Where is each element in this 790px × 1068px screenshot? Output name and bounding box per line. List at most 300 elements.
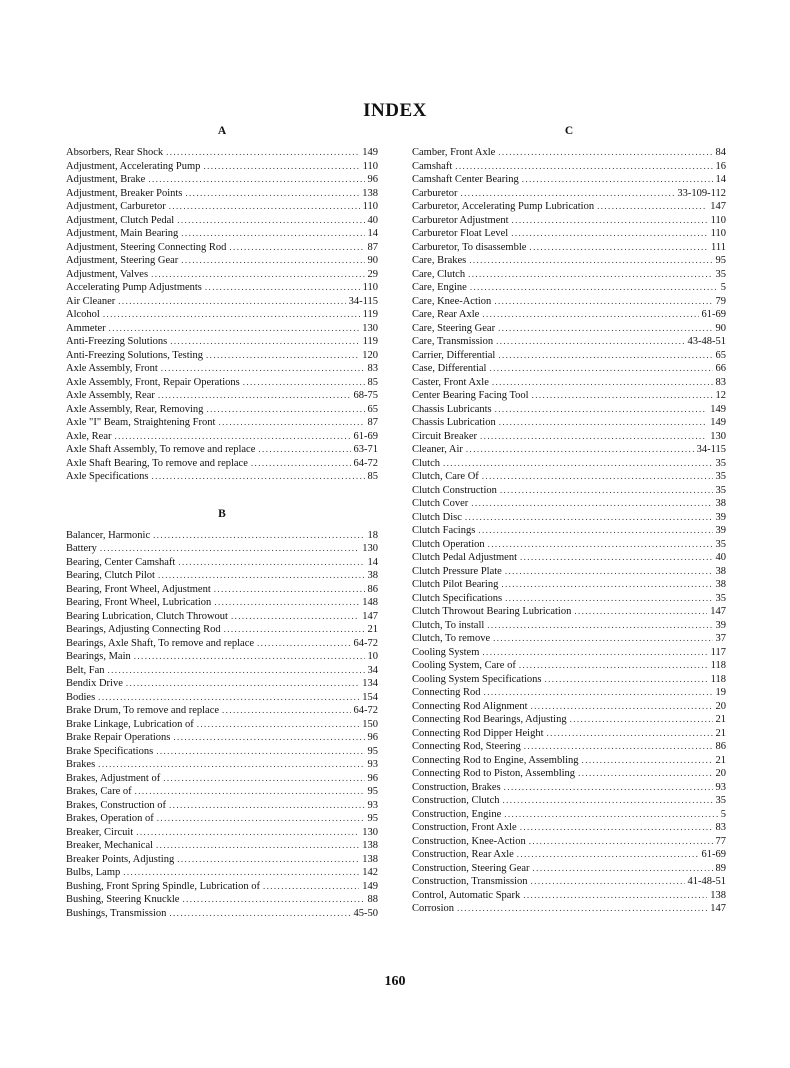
index-entry (66, 596, 378, 610)
dot-leader (578, 767, 712, 781)
dot-leader (123, 866, 359, 880)
dot-leader (152, 470, 365, 484)
index-entry (66, 866, 378, 880)
dot-leader (529, 241, 708, 255)
index-entry (66, 583, 378, 597)
index-entry-page: 87 (367, 241, 378, 253)
index-entry-page: 118 (710, 673, 726, 685)
index-entry (66, 254, 378, 268)
index-entry-label: Construction, Steering Gear (412, 862, 530, 874)
section-letter-b: B (218, 507, 226, 520)
dot-leader (98, 758, 364, 772)
index-entry (412, 646, 726, 660)
dot-leader (529, 835, 713, 849)
index-entry-page: 110 (362, 201, 378, 212)
index-entry-page: 110 (710, 228, 726, 239)
index-entry-page: 18 (367, 529, 378, 541)
index-entry-page: 83 (715, 376, 726, 388)
index-entry-page: 148 (362, 597, 378, 608)
index-entry-page: 138 (362, 853, 378, 865)
index-entry (66, 268, 378, 282)
index-entry-label: Breaker, Circuit (66, 826, 134, 838)
index-entry-page: 150 (362, 718, 378, 730)
index-entry-page: 21 (367, 624, 378, 635)
index-entry (412, 511, 726, 525)
index-entry (412, 254, 726, 268)
index-entry-page: 147 (710, 903, 726, 914)
index-entry-label: Construction, Brakes (412, 781, 501, 793)
index-entry (66, 430, 378, 444)
index-entry-label: Adjustment, Brake (66, 174, 146, 185)
dot-leader (494, 295, 712, 309)
index-entry-page: 138 (362, 187, 378, 199)
index-entry (66, 637, 378, 651)
dot-leader (203, 160, 359, 174)
dot-leader (181, 254, 364, 268)
index-entry-page: 95 (367, 813, 378, 824)
index-entry-label: Battery (66, 543, 97, 554)
left-column (66, 124, 378, 920)
index-entry-label: Carburetor, Accelerating Pump Lubrication (412, 201, 595, 212)
dot-leader (156, 839, 359, 853)
index-entry (412, 241, 726, 255)
index-entry-label: Care, Steering Gear (412, 322, 496, 334)
index-entry (412, 349, 726, 363)
index-entry-label: Anti-Freezing Solutions, Testing (66, 349, 204, 361)
index-entry (412, 281, 726, 295)
index-entry-page: 120 (362, 349, 378, 361)
index-entry-label: Care, Transmission (412, 336, 494, 347)
dot-leader (489, 362, 712, 376)
index-entry-page: 35 (715, 268, 726, 280)
index-entry-page: 14 (367, 556, 378, 568)
dot-leader (547, 727, 713, 741)
index-entry-page: 110 (710, 214, 726, 226)
index-entry-page: 21 (715, 714, 726, 725)
dot-leader (597, 200, 707, 214)
index-entry-label: Brake Specifications (66, 745, 154, 757)
dot-leader (443, 457, 713, 471)
index-entry (412, 430, 726, 444)
index-entry (66, 718, 378, 732)
dot-leader (495, 403, 708, 417)
index-entry-page: 20 (715, 768, 726, 779)
index-entry-page: 119 (362, 336, 378, 347)
dot-leader (98, 691, 359, 705)
index-entry (66, 349, 378, 363)
index-entry (412, 889, 726, 903)
index-entry (412, 632, 726, 646)
dot-leader (504, 781, 713, 795)
index-entry (66, 403, 378, 417)
dot-leader (231, 610, 359, 624)
index-entry-page: 43-48-51 (687, 336, 726, 347)
index-entry-page: 45-50 (353, 907, 378, 919)
index-entry (412, 902, 726, 916)
index-entry-label: Adjustment, Steering Connecting Rod (66, 241, 227, 253)
index-entry (412, 794, 726, 808)
index-entry-label: Brake Drum, To remove and replace (66, 705, 220, 716)
index-entry-label: Bearings, Main (66, 651, 131, 662)
index-entry-label: Breaker Points, Adjusting (66, 853, 175, 865)
index-entry (66, 187, 378, 201)
dot-leader (158, 389, 351, 403)
index-entry-page: 35 (715, 457, 726, 469)
index-entry-page: 37 (715, 633, 726, 644)
index-entry (66, 389, 378, 403)
index-entry (66, 556, 378, 570)
index-entry-label: Axle Assembly, Front (66, 363, 158, 374)
index-entry-label: Construction, Clutch (412, 795, 500, 806)
index-entry-label: Connecting Rod to Engine, Assembling (412, 754, 579, 766)
index-entry (66, 335, 378, 349)
index-entry-label: Axle Shaft Assembly, To remove and replace (66, 444, 256, 455)
index-entry-label: Adjustment, Accelerating Pump (66, 160, 201, 172)
index-entry (66, 839, 378, 853)
index-entry (412, 457, 726, 471)
section-letter-c: C (564, 125, 574, 137)
index-entry-label: Axle Assembly, Front, Repair Operations (66, 376, 240, 388)
index-entry-label: Bulbs, Lamp (66, 867, 121, 878)
index-title: INDEX (363, 100, 427, 121)
dot-leader (460, 187, 674, 201)
dot-leader (531, 875, 685, 889)
index-entry (66, 610, 378, 624)
dot-leader (181, 227, 364, 241)
dot-leader (114, 430, 350, 444)
dot-leader (214, 596, 359, 610)
dot-leader (118, 295, 345, 309)
dot-leader (501, 578, 712, 592)
dot-leader (170, 335, 359, 349)
dot-leader (263, 880, 359, 894)
index-entry-page: 40 (367, 214, 378, 226)
index-entry (412, 700, 726, 714)
index-entry-label: Adjustment, Clutch Pedal (66, 214, 175, 226)
index-entry-page: 93 (367, 759, 378, 770)
index-entry-label: Corrosion (412, 903, 454, 914)
index-entry-label: Clutch Throwout Bearing Lubrication (412, 606, 572, 617)
dot-leader (169, 799, 364, 813)
index-entry-page: 21 (715, 727, 726, 739)
dot-leader (503, 794, 713, 808)
index-entry-label: Cleaner, Air (412, 444, 463, 455)
index-entry-page: 110 (362, 160, 378, 172)
index-entry (412, 470, 726, 484)
index-entry-page: 87 (367, 417, 378, 428)
index-entry-page: 149 (710, 403, 726, 415)
dot-leader (163, 772, 364, 786)
dot-leader (251, 457, 351, 471)
index-entry-label: Caster, Front Axle (412, 376, 489, 388)
index-entry-label: Axle Assembly, Rear, Removing (66, 403, 204, 415)
index-entry-page: 33-109-112 (677, 187, 726, 199)
index-entry (66, 241, 378, 255)
index-entry-label: Carburetor (412, 187, 458, 199)
dot-leader (457, 902, 707, 916)
dot-leader (466, 443, 694, 457)
dot-leader (511, 227, 707, 241)
index-entry-page: 149 (362, 880, 378, 892)
index-entry-label: Balancer, Harmonic (66, 529, 151, 541)
dot-leader (135, 785, 365, 799)
dot-leader (488, 538, 713, 552)
index-entry-label: Brakes (66, 759, 96, 770)
index-entry-page: 88 (367, 894, 378, 905)
index-entry-page: 12 (715, 390, 726, 401)
index-entry-label: Care, Knee-Action (412, 295, 492, 307)
dot-leader (482, 308, 698, 322)
index-entry-label: Construction, Knee-Action (412, 835, 526, 847)
index-entry-page: 38 (367, 570, 378, 581)
dot-leader (574, 605, 707, 619)
index-entry (412, 740, 726, 754)
index-entry (412, 862, 726, 876)
section-a-entries (66, 146, 378, 484)
dot-leader (522, 173, 713, 187)
index-entry-page: 21 (715, 754, 726, 766)
index-entry-label: Clutch Pilot Bearing (412, 579, 499, 590)
index-entry (66, 362, 378, 376)
index-entry (412, 497, 726, 511)
index-entry-label: Chassis Lubrication (412, 417, 496, 428)
index-entry-page: 142 (362, 867, 378, 878)
index-entry-page: 93 (715, 781, 726, 793)
dot-leader (512, 214, 708, 228)
index-entry-label: Center Bearing Facing Tool (412, 390, 529, 401)
index-entry (412, 173, 726, 187)
dot-leader (108, 664, 365, 678)
index-entry (66, 785, 378, 799)
index-entry-label: Clutch, To install (412, 619, 485, 631)
index-entry-label: Alcohol (66, 309, 100, 320)
index-entry-label: Clutch Specifications (412, 592, 503, 604)
index-entry-page: 147 (362, 610, 378, 622)
index-entry-page: 147 (710, 606, 726, 617)
index-entry (66, 376, 378, 390)
dot-leader (157, 812, 365, 826)
dot-leader (109, 322, 360, 336)
index-entry-page: 96 (367, 732, 378, 743)
index-entry-page: 14 (715, 174, 726, 185)
index-entry-label: Carburetor Adjustment (412, 214, 509, 226)
right-column (412, 124, 726, 916)
index-entry-label: Brakes, Adjustment of (66, 772, 161, 784)
index-entry-page: 118 (710, 660, 726, 671)
index-entry (66, 677, 378, 691)
index-entry (412, 619, 726, 633)
index-entry-page: 29 (367, 268, 378, 280)
dot-leader (482, 646, 707, 660)
index-entry (412, 767, 726, 781)
index-entry (66, 826, 378, 840)
index-entry (412, 659, 726, 673)
index-entry (412, 335, 726, 349)
dot-leader (182, 893, 364, 907)
index-entry-page: 95 (715, 255, 726, 266)
dot-leader (100, 542, 359, 556)
index-entry (412, 551, 726, 565)
index-entry-label: Clutch Pedal Adjustment (412, 552, 517, 563)
index-entry-page: 110 (362, 282, 378, 293)
index-entry (412, 727, 726, 741)
index-entry-page: 61-69 (353, 430, 378, 442)
index-entry-label: Bearing, Center Camshaft (66, 556, 176, 568)
index-entry-label: Absorbers, Rear Shock (66, 147, 164, 158)
index-entry-page: 149 (710, 417, 726, 428)
index-entry-label: Axle "I" Beam, Straightening Front (66, 417, 216, 428)
index-entry-page: 35 (715, 484, 726, 496)
index-entry-label: Construction, Transmission (412, 876, 528, 887)
index-entry-label: Connecting Rod Bearings, Adjusting (412, 714, 567, 725)
index-entry-label: Cooling System (412, 646, 480, 658)
dot-leader (478, 524, 712, 538)
dot-leader (498, 349, 712, 363)
index-entry-label: Cooling System, Care of (412, 660, 516, 671)
dot-leader (126, 677, 359, 691)
page-number: 160 (384, 974, 406, 989)
dot-leader (482, 470, 713, 484)
index-entry-label: Camber, Front Axle (412, 147, 496, 158)
index-entry (66, 457, 378, 471)
section-b-entries (66, 529, 378, 921)
dot-leader (257, 637, 350, 651)
index-entry (412, 578, 726, 592)
index-entry (412, 592, 726, 606)
index-entry-label: Bearing, Front Wheel, Lubrication (66, 597, 212, 608)
index-entry-label: Construction, Front Axle (412, 822, 517, 833)
index-entry (412, 835, 726, 849)
index-entry-page: 83 (715, 822, 726, 833)
dot-leader (531, 700, 713, 714)
dot-leader (505, 565, 713, 579)
index-entry-label: Brakes, Construction of (66, 799, 167, 811)
index-entry-page: 39 (715, 511, 726, 523)
index-entry-label: Construction, Engine (412, 808, 502, 820)
index-entry (412, 295, 726, 309)
index-entry-page: 20 (715, 700, 726, 712)
dot-leader (498, 146, 712, 160)
index-entry-page: 38 (715, 498, 726, 509)
index-entry-label: Clutch, To remove (412, 633, 491, 644)
dot-leader (465, 511, 713, 525)
index-entry-label: Brakes, Operation of (66, 813, 154, 824)
index-entry-page: 39 (715, 525, 726, 536)
index-entry-page: 147 (710, 201, 726, 212)
index-entry-page: 154 (362, 691, 378, 703)
index-entry-label: Adjustment, Steering Gear (66, 255, 179, 266)
dot-leader (103, 308, 360, 322)
index-entry-label: Adjustment, Main Bearing (66, 228, 179, 239)
index-entry-label: Control, Automatic Spark (412, 889, 521, 901)
dot-leader (134, 650, 365, 664)
index-entry-page: 16 (715, 160, 726, 172)
dot-leader (258, 443, 350, 457)
index-entry-label: Connecting Rod, Steering (412, 741, 521, 752)
index-entry-page: 149 (362, 147, 378, 158)
index-entry-page: 95 (367, 786, 378, 797)
index-entry (66, 470, 378, 484)
dot-leader (500, 484, 713, 498)
index-entry-label: Clutch Cover (412, 498, 469, 509)
index-entry-page: 64-72 (353, 457, 378, 469)
index-entry (66, 853, 378, 867)
index-entry-page: 19 (715, 687, 726, 698)
index-entry-page: 64-72 (353, 637, 378, 649)
index-entry-page: 34-115 (348, 295, 378, 307)
index-entry (412, 875, 726, 889)
index-entry-label: Ammeter (66, 322, 106, 334)
dot-leader (519, 659, 708, 673)
index-entry-page: 85 (367, 376, 378, 388)
index-entry-label: Clutch Facings (412, 525, 476, 536)
index-entry-page: 40 (715, 552, 726, 563)
index-entry (66, 772, 378, 786)
index-entry (412, 686, 726, 700)
dot-leader (504, 808, 718, 822)
dot-leader (177, 214, 364, 228)
index-entry-page: 138 (362, 840, 378, 851)
dot-leader (136, 826, 359, 840)
dot-leader (205, 281, 360, 295)
index-entry-label: Bodies (66, 691, 96, 703)
index-entry-label: Axle Shaft Bearing, To remove and replace (66, 457, 248, 469)
index-entry (66, 893, 378, 907)
index-entry-page: 41-48-51 (687, 876, 726, 887)
dot-leader (214, 583, 365, 597)
dot-leader (224, 623, 365, 637)
index-entry-label: Axle Specifications (66, 471, 149, 482)
index-entry (66, 160, 378, 174)
index-entry (412, 214, 726, 228)
dot-leader (153, 529, 364, 543)
index-entry-label: Accelerating Pump Adjustments (66, 282, 202, 293)
index-entry-page: 34 (367, 664, 378, 676)
index-entry-label: Carburetor, To disassemble (412, 241, 527, 253)
index-entry-label: Bearing, Front Wheel, Adjustment (66, 583, 211, 595)
index-entry (412, 308, 726, 322)
index-entry (66, 907, 378, 921)
index-entry-label: Adjustment, Valves (66, 268, 149, 280)
dot-leader (487, 619, 712, 633)
index-entry-label: Clutch, Care Of (412, 471, 479, 482)
index-entry-page: 38 (715, 579, 726, 590)
index-entry-page: 90 (367, 255, 378, 266)
dot-leader (469, 254, 712, 268)
index-entry (66, 650, 378, 664)
index-entry (412, 200, 726, 214)
index-entry (412, 403, 726, 417)
index-entry-page: 35 (715, 795, 726, 806)
index-entry-page: 95 (367, 745, 378, 757)
index-entry (66, 745, 378, 759)
index-entry-label: Adjustment, Breaker Points (66, 187, 183, 199)
index-entry-page: 35 (715, 592, 726, 604)
index-entry-page: 86 (715, 741, 726, 752)
index-entry-label: Clutch Disc (412, 511, 462, 523)
dot-leader (498, 322, 712, 336)
dot-leader (243, 376, 365, 390)
index-entry-page: 96 (367, 174, 378, 185)
dot-leader (148, 173, 364, 187)
index-entry (412, 821, 726, 835)
index-entry-page: 90 (715, 322, 726, 334)
dot-leader (470, 281, 718, 295)
index-entry (66, 146, 378, 160)
index-entry (66, 281, 378, 295)
dot-leader (222, 704, 350, 718)
dot-leader (492, 376, 713, 390)
